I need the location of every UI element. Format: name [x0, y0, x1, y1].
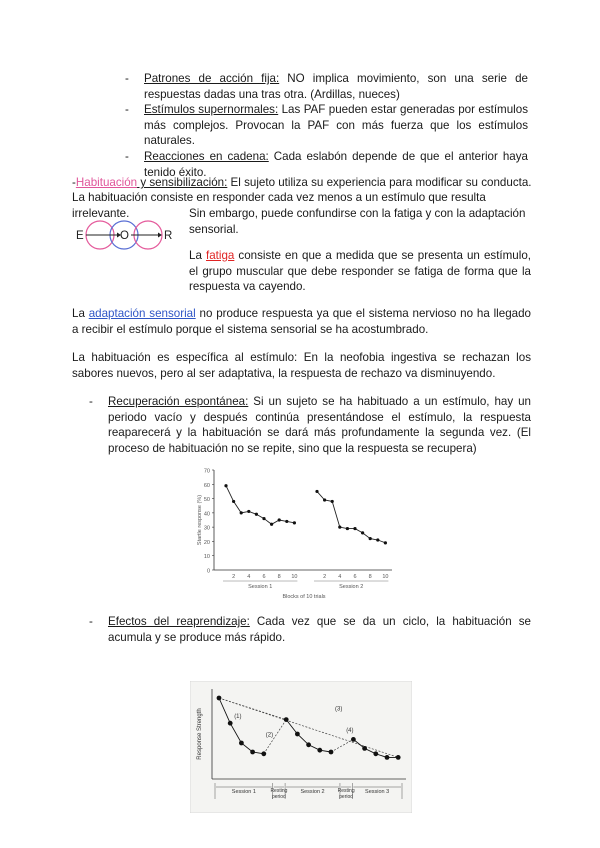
x-tick-label: 10	[382, 574, 389, 580]
y-tick-label: 0	[206, 568, 210, 575]
data-point	[293, 521, 296, 524]
data-point	[396, 755, 401, 760]
fatiga-paragraph: La fatiga consiste en que a medida que se presenta un estímulo, el grupo muscular que debe responder se fatiga de forma que la respuesta va cayendo.	[189, 249, 531, 294]
y-tick-label: 20	[203, 539, 210, 546]
period-label: Session 3	[365, 789, 390, 795]
habituacion-paragraph: La habituación consiste en responder cada vez menos a un estímulo que resulta irrelevante.	[72, 191, 486, 220]
annotation: (1)	[234, 713, 242, 720]
term-patrones: Patrones de acción fija:	[144, 72, 280, 85]
term-reaprendizaje: Efectos del reaprendizaje:	[108, 615, 250, 628]
period-label: period	[271, 794, 286, 800]
term-habituacion: Habituación	[75, 176, 138, 189]
label-e: E	[76, 230, 84, 242]
recuperacion-item: - Recuperación espontánea: Si un sujeto se ha habituado a un estímulo, hay un periodo vacío y después continúa presentándose el estímulo, la respuesta reaparecerá y la habituación se dará más profundamente la segunda vez. (El proceso de habituación no se repite, sino que la respuesta se recupera)	[89, 395, 531, 455]
confusion-paragraph: Sin embargo, puede confundirse con la fatiga y con la adaptación sensorial.	[189, 207, 526, 236]
term-recuperacion: Recuperación espontánea:	[108, 395, 249, 408]
data-point	[385, 755, 390, 760]
annotation: (3)	[335, 706, 343, 713]
data-point	[240, 511, 243, 514]
data-point	[232, 500, 235, 503]
chart-startle	[192, 462, 402, 602]
period-label: Resting	[270, 788, 288, 794]
data-point	[261, 751, 266, 756]
period-label: period	[339, 794, 354, 800]
data-point	[239, 741, 244, 746]
data-point	[255, 513, 258, 516]
data-point	[331, 500, 334, 503]
x-tick-label: 4	[247, 574, 251, 580]
label-r: R	[164, 230, 173, 242]
y-tick-label: 10	[203, 554, 210, 561]
data-point	[262, 517, 265, 520]
y-tick-label: 30	[203, 525, 210, 532]
period-label: Session 2	[300, 789, 325, 795]
data-point	[247, 510, 250, 513]
series-line-2	[317, 491, 385, 542]
habituacion-heading: -Habituación y sensibilización: El sujeto utiliza su experiencia para modificar su conducta.	[72, 176, 532, 189]
data-point	[323, 498, 326, 501]
list-item: - Patrones de acción fija: NO implica movimiento, son una serie de respuestas dadas una tras otra. (Ardillas, nueces)	[125, 72, 528, 101]
data-point	[285, 520, 288, 523]
data-point	[224, 484, 227, 487]
data-point	[306, 742, 311, 747]
data-point	[250, 750, 255, 755]
annotation: (4)	[346, 728, 354, 735]
y-axis-label: Response Strength	[197, 708, 203, 760]
term-estimulos: Estímulos supernormales:	[144, 103, 279, 117]
y-tick-label: 50	[203, 497, 210, 504]
y-axis-label: Startle response (%)	[197, 494, 203, 546]
x-tick-label: 6	[353, 574, 357, 580]
chart-response-strength	[190, 681, 412, 813]
term-adaptacion: adaptación sensorial	[88, 307, 196, 320]
series-line-1	[226, 486, 294, 525]
session-label: Session 1	[248, 584, 273, 590]
x-tick-label: 8	[277, 574, 281, 580]
list-patrones	[125, 71, 528, 180]
list-item: - Estímulos supernormales: Las PAF pueden estar generadas por estímulos más complejos. Provocan la PAF con más fuerza que los estímulos naturales.	[125, 103, 528, 148]
x-axis-label: Blocks of 10 trials	[282, 594, 326, 600]
data-point	[317, 748, 322, 753]
list-item: - Reacciones en cadena: Cada eslabón depende de que el anterior haya tenido éxito.	[125, 149, 528, 179]
term-fatiga: fatiga	[205, 249, 235, 262]
data-point	[361, 531, 364, 534]
x-tick-label: 2	[323, 574, 327, 580]
data-point	[362, 746, 367, 751]
x-tick-label: 10	[291, 574, 298, 580]
data-point	[315, 490, 318, 493]
data-point	[376, 538, 379, 541]
data-point	[351, 737, 356, 742]
term-reacciones: Reacciones en cadena:	[144, 149, 269, 163]
data-point	[284, 717, 289, 722]
x-tick-label: 6	[262, 574, 266, 580]
data-point	[338, 526, 341, 529]
data-point	[346, 527, 349, 530]
especifica-paragraph: La habituación es específica al estímulo: En la neofobia ingestiva se rechazan los sabores nuevos, pero al ser adaptativa, la respuesta de rechazo va disminuyendo.	[72, 351, 531, 380]
x-tick-label: 2	[232, 574, 236, 580]
y-tick-label: 60	[203, 482, 210, 489]
data-point	[353, 527, 356, 530]
data-point	[373, 751, 378, 756]
data-point	[384, 541, 387, 544]
data-point	[270, 523, 273, 526]
y-tick-label: 70	[203, 468, 210, 475]
data-point	[329, 750, 334, 755]
data-point	[295, 732, 300, 737]
data-point	[278, 518, 281, 521]
data-point	[369, 537, 372, 540]
adaptacion-paragraph: La adaptación sensorial no produce respuesta ya que el sistema nervioso no ha llegado a recibir el estímulo porque el sistema sensorial se ha acostumbrado.	[72, 307, 531, 336]
label-o: O	[120, 230, 129, 242]
x-tick-label: 4	[338, 574, 342, 580]
y-tick-label: 40	[203, 511, 210, 518]
period-label: Session 1	[231, 789, 256, 795]
data-point	[217, 696, 222, 701]
session-label: Session 2	[339, 584, 364, 590]
period-label: Resting	[337, 788, 355, 794]
eor-diagram	[72, 218, 182, 252]
reaprendizaje-item: - Efectos del reaprendizaje: Cada vez que se da un ciclo, la habituación se acumula y se produce más rápido.	[89, 615, 531, 644]
x-tick-label: 8	[368, 574, 372, 580]
data-point	[228, 721, 233, 726]
annotation: (2)	[265, 732, 274, 739]
